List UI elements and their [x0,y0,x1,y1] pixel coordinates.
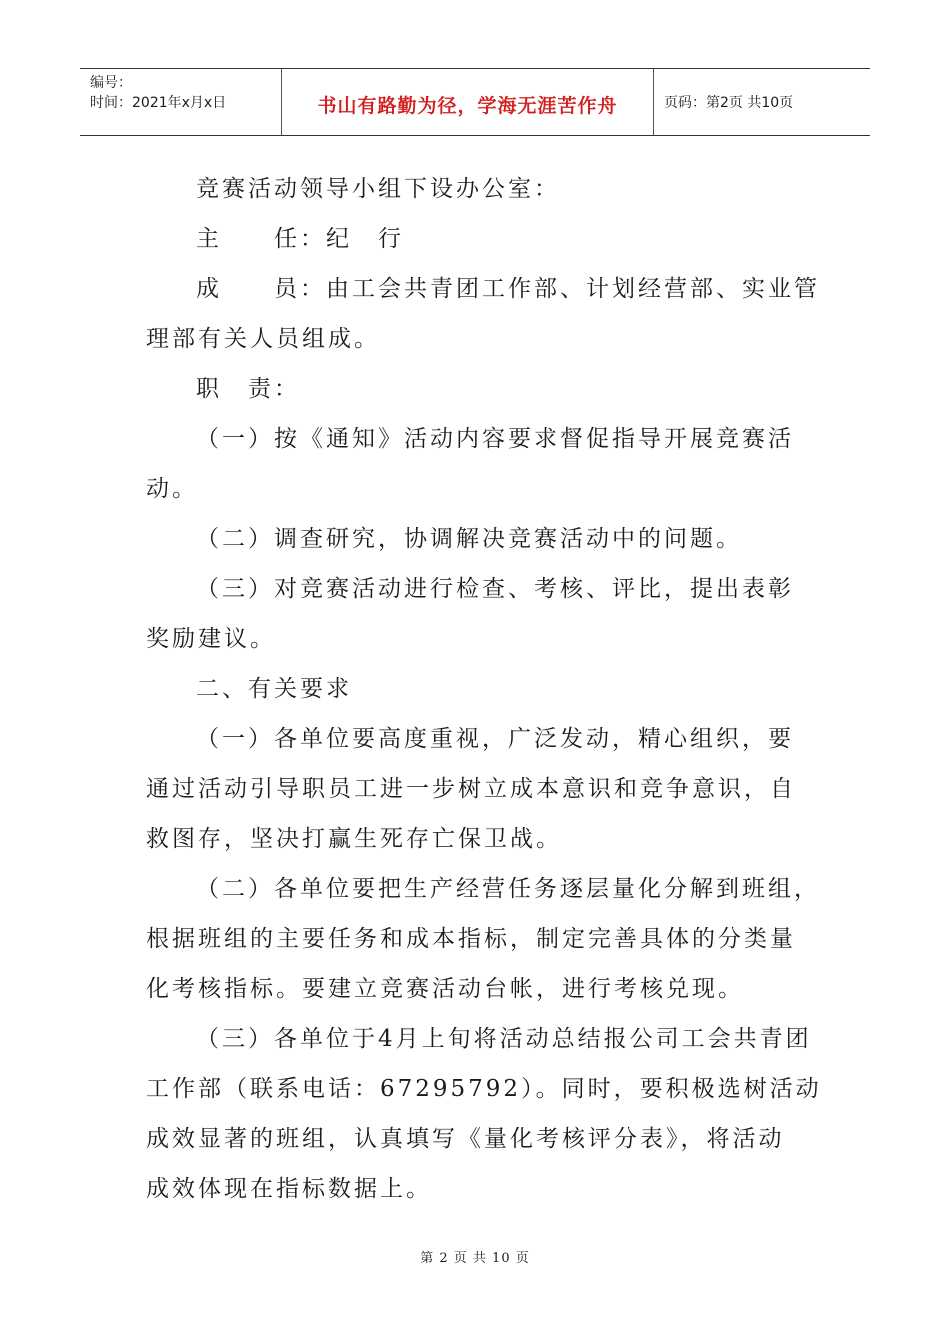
paragraph-line: （二）调查研究，协调解决竞赛活动中的问题。 [196,526,742,552]
page-info: 页码：第2页 共10页 [664,95,794,111]
paragraph-line: （一）各单位要高度重视，广泛发动，精心组织，要 [196,726,794,752]
paragraph-line: 奖励建议。 [146,626,276,652]
number-label: 编号： [90,75,132,91]
paragraph-line: 职 责： [196,376,300,402]
header-motto-cell [282,69,654,135]
header-meta-cell [80,69,282,135]
paragraph-line: 竞赛活动领导小组下设办公室： [196,176,560,202]
paragraph-line: 成 员：由工会共青团工作部、计划经营部、实业管 [196,276,820,302]
paragraph-line: 主 任：纪 行 [196,226,404,252]
paragraph-line: 成效体现在指标数据上。 [146,1176,432,1202]
paragraph-line: 成效显著的班组，认真填写《量化考核评分表》，将活动 [146,1126,785,1152]
time-label: 时间：2021年x月x日 [90,95,227,111]
paragraph-line: 通过活动引导职员工进一步树立成本意识和竞争意识，自 [146,776,796,802]
paragraph-line: 化考核指标。要建立竞赛活动台帐，进行考核兑现。 [146,976,744,1002]
paragraph-line: （三）各单位于4月上旬将活动总结报公司工会共青团 [196,1026,812,1052]
header-page-cell [654,69,870,135]
paragraph-line: （二）各单位要把生产经营任务逐层量化分解到班组， [196,876,820,902]
paragraph-line: （一）按《通知》活动内容要求督促指导开展竞赛活 [196,426,794,452]
document-header [80,68,870,136]
document-body [146,164,822,1214]
section-heading: 二、有关要求 [196,676,352,702]
page-footer: 第 2 页 共 10 页 [420,1251,530,1266]
paragraph-line: 动。 [146,476,198,502]
paragraph-line: 工作部（联系电话：67295792）。同时，要积极选树活动 [146,1076,822,1102]
motto-text: 书山有路勤为径，学海无涯苦作舟 [317,94,618,117]
paragraph-line: （三）对竞赛活动进行检查、考核、评比，提出表彰 [196,576,794,602]
paragraph-line: 根据班组的主要任务和成本指标，制定完善具体的分类量 [146,926,796,952]
paragraph-line: 理部有关人员组成。 [146,326,380,352]
paragraph-line: 救图存，坚决打赢生死存亡保卫战。 [146,826,562,852]
